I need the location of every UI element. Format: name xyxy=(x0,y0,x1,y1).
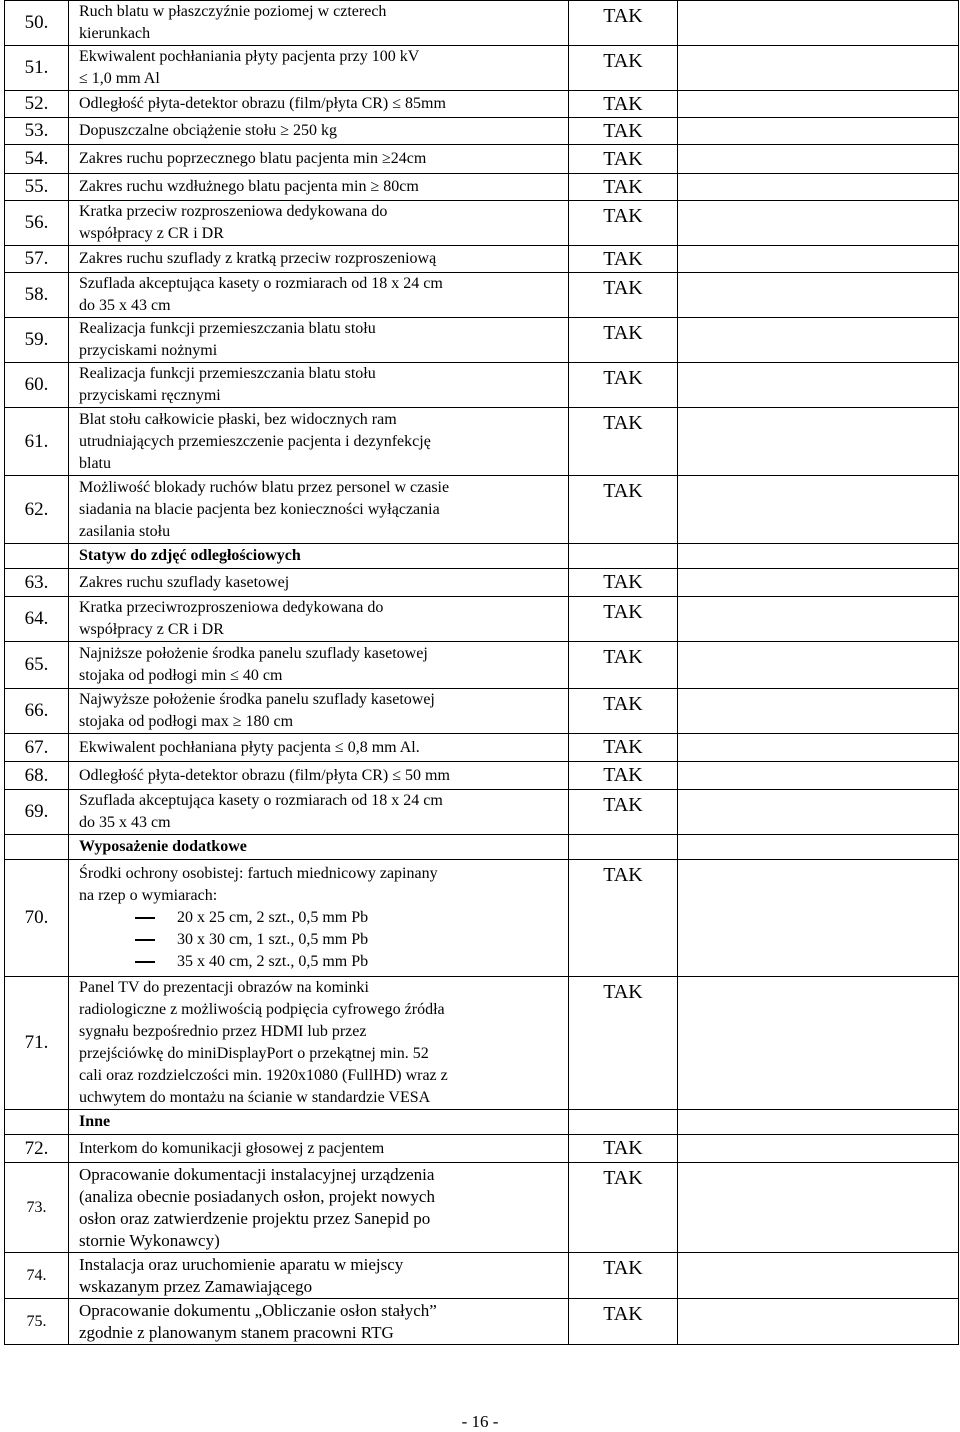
row-number: 66. xyxy=(5,689,69,734)
requirement-description xyxy=(69,642,569,689)
description-line: Realizacja funkcji przemieszczania blatu stołu xyxy=(79,365,376,382)
table-row xyxy=(5,91,959,118)
section-header-row xyxy=(5,835,959,860)
table-row xyxy=(5,318,959,363)
description-line: Zakres ruchu wzdłużnego blatu pacjenta min ≥ 80cm xyxy=(79,178,419,195)
description-line: Najniższe położenie środka panelu szuflady kasetowej xyxy=(79,645,428,662)
requirement-description xyxy=(69,1163,569,1253)
description-line: Ruch blatu w płaszczyźnie poziomej w czterech xyxy=(79,3,387,20)
row-number: 74. xyxy=(5,1253,69,1299)
description-line: przyciskami ręcznymi xyxy=(79,387,221,404)
dash-bullet-icon xyxy=(135,939,155,941)
table-row xyxy=(5,476,959,544)
description-line: Środki ochrony osobistej: fartuch miednicowy zapinany xyxy=(79,865,438,882)
description-line: Kratka przeciwrozproszeniowa dedykowana do xyxy=(79,599,384,616)
offered-value-cell xyxy=(678,246,959,273)
table-row xyxy=(5,762,959,790)
required-value: TAK xyxy=(569,860,678,977)
table-row xyxy=(5,597,959,642)
description-line: zgodnie z planowanym stanem pracowni RTG xyxy=(79,1322,394,1342)
offered-value-cell xyxy=(678,977,959,1110)
bullet-item xyxy=(135,929,562,951)
description-line: Odległość płyta-detektor obrazu (film/płyta CR) ≤ 50 mm xyxy=(79,766,450,784)
required-value: TAK xyxy=(569,476,678,544)
row-number: 56. xyxy=(5,201,69,246)
description-line: Odległość płyta-detektor obrazu (film/płyta CR) ≤ 85mm xyxy=(79,95,446,112)
offered-value-cell xyxy=(678,1135,959,1163)
required-value: TAK xyxy=(569,363,678,408)
description-line: Kratka przeciw rozproszeniowa dedykowana do xyxy=(79,203,388,220)
required-value: TAK xyxy=(569,145,678,174)
table-row xyxy=(5,1163,959,1253)
description-line: Możliwość blokady ruchów blatu przez personel w czasie xyxy=(79,478,450,496)
table-row xyxy=(5,734,959,762)
required-value: TAK xyxy=(569,977,678,1110)
offered-value-cell xyxy=(678,476,959,544)
offered-value-cell xyxy=(678,1253,959,1299)
description-line: Zakres ruchu szuflady kasetowej xyxy=(79,573,290,591)
table-row xyxy=(5,46,959,91)
section-title xyxy=(69,1110,569,1135)
section-header-row xyxy=(5,1110,959,1135)
bullet-item xyxy=(135,907,562,929)
required-value: TAK xyxy=(569,569,678,597)
required-value: TAK xyxy=(569,1253,678,1299)
offered-value-cell xyxy=(678,835,959,860)
required-value: TAK xyxy=(569,273,678,318)
requirement-description xyxy=(69,734,569,762)
offered-value-cell xyxy=(678,790,959,835)
offered-value-cell xyxy=(678,46,959,91)
required-value: TAK xyxy=(569,1299,678,1345)
description-line: współpracy z CR i DR xyxy=(79,225,224,242)
required-value: TAK xyxy=(569,642,678,689)
description-line: Najwyższe położenie środka panelu szuflady kasetowej xyxy=(79,691,435,708)
required-value: TAK xyxy=(569,762,678,790)
offered-value-cell xyxy=(678,174,959,201)
description-line: siadania na blacie pacjenta bez konieczności wyłączania xyxy=(79,500,440,518)
bullet-text: 30 x 30 cm, 1 szt., 0,5 mm Pb xyxy=(177,931,369,948)
required-value xyxy=(569,835,678,860)
description-line: współpracy z CR i DR xyxy=(79,621,224,638)
section-header-row xyxy=(5,544,959,569)
description-line: Panel TV do prezentacji obrazów na kominki xyxy=(79,979,369,996)
requirement-description xyxy=(69,569,569,597)
table-row xyxy=(5,1253,959,1299)
row-number: 70. xyxy=(5,860,69,977)
row-number: 75. xyxy=(5,1299,69,1345)
row-number xyxy=(5,544,69,569)
description-line: Szuflada akceptująca kasety o rozmiarach od 18 x 24 cm xyxy=(79,275,443,292)
description-line: Instalacja oraz uruchomienie aparatu w miejscy xyxy=(79,1254,404,1274)
row-number: 55. xyxy=(5,174,69,201)
requirement-description xyxy=(69,174,569,201)
description-line: do 35 x 43 cm xyxy=(79,297,171,314)
dash-bullet-icon xyxy=(135,961,155,963)
table-row xyxy=(5,408,959,476)
row-number: 61. xyxy=(5,408,69,476)
description-line: Szuflada akceptująca kasety o rozmiarach od 18 x 24 cm xyxy=(79,792,443,809)
requirement-description xyxy=(69,118,569,145)
description-line: stornie Wykonawcy) xyxy=(79,1230,220,1250)
offered-value-cell xyxy=(678,544,959,569)
table-row xyxy=(5,1135,959,1163)
description-line: Ekwiwalent pochłaniania płyty pacjenta przy 100 kV xyxy=(79,48,420,65)
requirement-description xyxy=(69,977,569,1110)
row-number: 54. xyxy=(5,145,69,174)
requirements-table xyxy=(4,0,959,1345)
requirement-description xyxy=(69,762,569,790)
row-number: 72. xyxy=(5,1135,69,1163)
offered-value-cell xyxy=(678,734,959,762)
table-row xyxy=(5,201,959,246)
required-value: TAK xyxy=(569,91,678,118)
offered-value-cell xyxy=(678,762,959,790)
row-number: 64. xyxy=(5,597,69,642)
description-line: Zakres ruchu szuflady z kratką przeciw rozproszeniową xyxy=(79,250,437,267)
description-line: Inne xyxy=(79,1113,111,1130)
description-line: osłon oraz zatwierdzenie projektu przez Sanepid po xyxy=(79,1208,431,1228)
table-row xyxy=(5,1299,959,1345)
offered-value-cell xyxy=(678,597,959,642)
row-number: 53. xyxy=(5,118,69,145)
description-line: Dopuszczalne obciążenie stołu ≥ 250 kg xyxy=(79,122,338,139)
offered-value-cell xyxy=(678,273,959,318)
table-row xyxy=(5,790,959,835)
requirement-description xyxy=(69,597,569,642)
description-line: Blat stołu całkowicie płaski, bez widocznych ram xyxy=(79,410,397,428)
required-value: TAK xyxy=(569,174,678,201)
offered-value-cell xyxy=(678,145,959,174)
description-line: blatu xyxy=(79,454,111,472)
required-value: TAK xyxy=(569,1135,678,1163)
row-number: 65. xyxy=(5,642,69,689)
offered-value-cell xyxy=(678,1110,959,1135)
required-value: TAK xyxy=(569,734,678,762)
description-line: zasilania stołu xyxy=(79,522,171,540)
description-line: Opracowanie dokumentacji instalacyjnej urządzenia xyxy=(79,1164,435,1184)
section-title xyxy=(69,544,569,569)
required-value: TAK xyxy=(569,597,678,642)
table-row xyxy=(5,118,959,145)
description-line: Opracowanie dokumentu „Obliczanie osłon stałych” xyxy=(79,1300,437,1320)
required-value: TAK xyxy=(569,201,678,246)
dash-bullet-icon xyxy=(135,917,155,919)
required-value: TAK xyxy=(569,1163,678,1253)
description-line: przejściówkę do miniDisplayPort o przekątnej min. 52 xyxy=(79,1045,429,1062)
row-number: 71. xyxy=(5,977,69,1110)
offered-value-cell xyxy=(678,1,959,46)
requirement-description xyxy=(69,408,569,476)
requirement-description xyxy=(69,1,569,46)
table-row xyxy=(5,246,959,273)
requirement-description xyxy=(69,1253,569,1299)
required-value: TAK xyxy=(569,1,678,46)
table-row xyxy=(5,569,959,597)
requirement-description xyxy=(69,1135,569,1163)
requirement-description xyxy=(69,273,569,318)
offered-value-cell xyxy=(678,689,959,734)
required-value: TAK xyxy=(569,408,678,476)
description-line: stojaka od podłogi max ≥ 180 cm xyxy=(79,713,294,730)
offered-value-cell xyxy=(678,201,959,246)
requirement-description xyxy=(69,145,569,174)
description-line: stojaka od podłogi min ≤ 40 cm xyxy=(79,667,283,684)
table-row xyxy=(5,273,959,318)
row-number: 63. xyxy=(5,569,69,597)
description-line: kierunkach xyxy=(79,25,151,42)
table-row xyxy=(5,145,959,174)
offered-value-cell xyxy=(678,1299,959,1345)
required-value: TAK xyxy=(569,46,678,91)
row-number: 67. xyxy=(5,734,69,762)
section-title xyxy=(69,835,569,860)
description-line: cali oraz rozdzielczości min. 1920x1080 (FullHD) wraz z xyxy=(79,1067,448,1084)
row-number: 62. xyxy=(5,476,69,544)
table-row xyxy=(5,642,959,689)
description-line: radiologiczne z możliwością podpięcia cyfrowego źródła xyxy=(79,1001,445,1018)
description-line: Interkom do komunikacji głosowej z pacjentem xyxy=(79,1139,385,1157)
offered-value-cell xyxy=(678,1163,959,1253)
description-line: uchwytem do montażu na ścianie w standardzie VESA xyxy=(79,1089,431,1106)
offered-value-cell xyxy=(678,318,959,363)
requirement-description xyxy=(69,91,569,118)
description-line: na rzep o wymiarach: xyxy=(79,887,218,904)
description-line: przyciskami nożnymi xyxy=(79,342,218,359)
row-number: 68. xyxy=(5,762,69,790)
required-value xyxy=(569,544,678,569)
description-line: Zakres ruchu poprzecznego blatu pacjenta min ≥24cm xyxy=(79,150,427,167)
required-value: TAK xyxy=(569,790,678,835)
offered-value-cell xyxy=(678,118,959,145)
description-line: Wyposażenie dodatkowe xyxy=(79,838,247,855)
description-line: utrudniających przemieszczenie pacjenta i dezynfekcję xyxy=(79,432,431,450)
offered-value-cell xyxy=(678,642,959,689)
row-number: 60. xyxy=(5,363,69,408)
description-line: wskazanym przez Zamawiającego xyxy=(79,1276,313,1296)
requirement-description xyxy=(69,790,569,835)
table-row xyxy=(5,1,959,46)
row-number: 50. xyxy=(5,1,69,46)
description-line: (analiza obecnie posiadanych osłon, projekt nowych xyxy=(79,1186,435,1206)
table-row xyxy=(5,174,959,201)
page-number: - 16 - xyxy=(461,1412,499,1431)
row-number: 69. xyxy=(5,790,69,835)
offered-value-cell xyxy=(678,860,959,977)
row-number: 52. xyxy=(5,91,69,118)
requirement-description xyxy=(69,46,569,91)
requirement-description xyxy=(69,860,569,977)
required-value: TAK xyxy=(569,246,678,273)
row-number: 51. xyxy=(5,46,69,91)
requirement-description xyxy=(69,363,569,408)
requirement-description xyxy=(69,246,569,273)
offered-value-cell xyxy=(678,569,959,597)
description-line: ≤ 1,0 mm Al xyxy=(79,70,160,87)
description-line: Realizacja funkcji przemieszczania blatu stołu xyxy=(79,320,376,337)
description-line: do 35 x 43 cm xyxy=(79,814,171,831)
description-line: Ekwiwalent pochłaniana płyty pacjenta ≤ 0,8 mm Al. xyxy=(79,738,420,756)
row-number xyxy=(5,1110,69,1135)
required-value xyxy=(569,1110,678,1135)
requirement-description xyxy=(69,476,569,544)
offered-value-cell xyxy=(678,408,959,476)
table-row xyxy=(5,977,959,1110)
requirement-description xyxy=(69,318,569,363)
row-number: 59. xyxy=(5,318,69,363)
requirement-description xyxy=(69,201,569,246)
required-value: TAK xyxy=(569,318,678,363)
bullet-text: 20 x 25 cm, 2 szt., 0,5 mm Pb xyxy=(177,909,369,926)
requirements-table-body xyxy=(5,1,959,1345)
row-number: 57. xyxy=(5,246,69,273)
required-value: TAK xyxy=(569,118,678,145)
row-number: 58. xyxy=(5,273,69,318)
description-line: sygnału bezpośrednio przez HDMI lub przez xyxy=(79,1023,367,1040)
table-row xyxy=(5,363,959,408)
row-number xyxy=(5,835,69,860)
requirement-description xyxy=(69,689,569,734)
table-row xyxy=(5,860,959,977)
document-page xyxy=(4,0,959,1345)
table-row xyxy=(5,689,959,734)
bullet-item xyxy=(135,951,562,973)
offered-value-cell xyxy=(678,363,959,408)
requirement-description xyxy=(69,1299,569,1345)
row-number: 73. xyxy=(5,1163,69,1253)
offered-value-cell xyxy=(678,91,959,118)
required-value: TAK xyxy=(569,689,678,734)
description-line: Statyw do zdjęć odległościowych xyxy=(79,547,301,564)
bullet-text: 35 x 40 cm, 2 szt., 0,5 mm Pb xyxy=(177,953,369,970)
